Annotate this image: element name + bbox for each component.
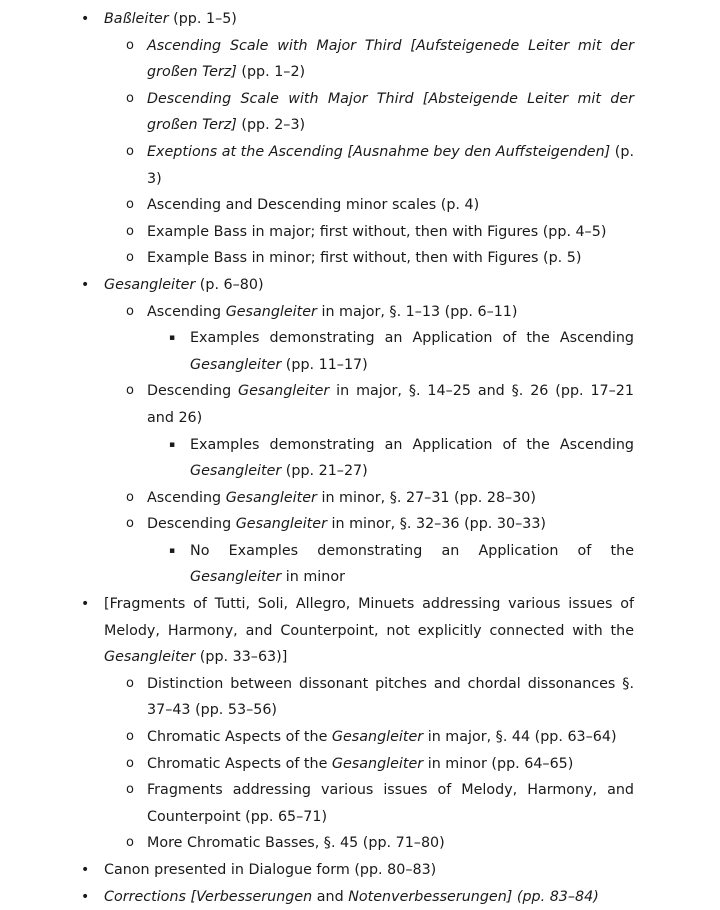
italic-text-segment: Gesangleiter <box>331 729 424 746</box>
bullet-marker: o <box>126 516 134 532</box>
outline-sublist <box>104 299 634 592</box>
text-segment: in major, §. 44 (pp. 63–64) <box>423 729 617 746</box>
outline-item-level-2 <box>104 511 634 591</box>
outline-item-level-2 <box>104 33 634 86</box>
italic-text-segment: Baßleiter <box>104 11 169 27</box>
text-segment: (pp. 21–27) <box>281 463 368 480</box>
text-segment: in major, §. 1–13 (pp. 6–11) <box>316 303 518 320</box>
bullet-marker: o <box>126 197 134 213</box>
text-segment: and <box>312 888 349 905</box>
outline-sublist <box>104 671 634 857</box>
outline-item-text <box>190 538 634 591</box>
outline-item-text <box>147 751 634 778</box>
bullet-marker: o <box>126 755 134 771</box>
italic-text-segment: Gesangleiter <box>190 463 282 480</box>
text-segment: [Fragments of Tutti, Soli, Allegro, Minuets addressing various issues of Melody, Harmony, and Counterpoint, not explicitly connected with the <box>104 596 634 639</box>
outline-item-text <box>104 6 634 33</box>
bullet-marker: • <box>81 862 90 878</box>
outline-list <box>0 6 720 910</box>
outline-item-level-1 <box>0 884 720 910</box>
outline-item-level-2 <box>104 245 634 272</box>
text-segment: Canon presented in Dialogue form (pp. 80–83) <box>104 862 437 878</box>
outline-item-text <box>147 378 634 431</box>
outline-sublist <box>147 538 634 591</box>
outline-item-text <box>104 591 634 671</box>
text-segment: Ascending <box>147 303 226 320</box>
italic-text-segment: Gesangleiter <box>235 516 327 533</box>
bullet-marker: o <box>126 143 134 159</box>
italic-text-segment: Descending Scale with Major Third [Absteigende Leiter mit der großen Terz] <box>147 90 634 134</box>
bullet-marker: o <box>126 250 134 266</box>
bullet-marker: • <box>81 888 90 905</box>
bullet-marker: o <box>126 782 134 798</box>
text-segment: Descending <box>147 516 236 533</box>
bullet-marker: ▪ <box>169 439 176 450</box>
text-segment: (pp. 1–5) <box>168 11 237 27</box>
outline-item-level-2 <box>104 219 634 246</box>
outline-item-text <box>147 671 634 724</box>
bullet-marker: o <box>126 675 134 691</box>
outline-item-text <box>147 33 634 86</box>
outline-item-text <box>147 830 634 857</box>
outline-item-level-3 <box>147 432 634 485</box>
text-segment: Fragments addressing various issues of Melody, Harmony, and Counterpoint (pp. 65–71) <box>147 782 634 825</box>
italic-text-segment: Corrections [Verbesserungen <box>104 888 313 905</box>
italic-text-segment: Gesangleiter <box>190 569 282 586</box>
bullet-marker: o <box>126 729 134 745</box>
outline-item-level-3 <box>147 325 634 378</box>
outline-item-text <box>104 857 634 884</box>
text-segment: in major, §. 14–25 and §. 26 (pp. 17–21 and 26) <box>147 383 634 426</box>
text-segment: in minor (pp. 64–65) <box>423 755 574 772</box>
outline-item-level-2 <box>104 192 634 219</box>
text-segment: Ascending <box>147 489 226 506</box>
text-segment: in minor <box>281 569 345 586</box>
outline-item-level-1 <box>0 591 720 857</box>
outline-item-level-1 <box>0 6 720 272</box>
bullet-marker: o <box>126 90 134 106</box>
text-segment: (pp. 1–2) <box>236 64 306 81</box>
text-segment: Example Bass in major; first without, then with Figures (pp. 4–5) <box>147 223 607 240</box>
text-segment: Ascending and Descending minor scales (p. 4) <box>147 197 480 214</box>
outline-item-level-2 <box>104 751 634 778</box>
outline-item-text <box>147 777 634 830</box>
text-segment: More Chromatic Basses, §. 45 (pp. 71–80) <box>147 835 445 852</box>
outline-item-level-2 <box>104 724 634 751</box>
italic-text-segment: Ascending Scale with Major Third [Aufsteigenede Leiter mit der großen Terz] <box>147 37 634 81</box>
outline-item-level-1 <box>0 272 720 591</box>
text-segment: Chromatic Aspects of the <box>147 755 332 772</box>
text-segment: Examples demonstrating an Application of the Ascending <box>190 330 634 347</box>
bullet-marker: o <box>126 303 134 319</box>
text-segment: (p. 6–80) <box>195 276 264 293</box>
bullet-marker: o <box>126 489 134 505</box>
outline-item-level-1 <box>0 857 720 884</box>
text-segment: No Examples demonstrating an Application of the <box>190 542 634 559</box>
text-segment: in minor, §. 32–36 (pp. 30–33) <box>326 516 546 533</box>
outline-sublist <box>147 432 634 485</box>
outline-item-level-2 <box>104 378 634 484</box>
outline-item-level-2 <box>104 485 634 512</box>
italic-text-segment: Gesangleiter <box>331 755 424 772</box>
italic-text-segment: Gesangleiter <box>104 649 196 666</box>
outline-item-text <box>147 485 634 512</box>
bullet-marker: • <box>81 11 90 27</box>
outline-item-level-2 <box>104 86 634 139</box>
outline-item-level-2 <box>104 777 634 830</box>
bullet-marker: o <box>126 223 134 239</box>
outline-sublist <box>104 33 634 272</box>
text-segment: (pp. 33–63)] <box>195 649 288 666</box>
italic-text-segment: Gesangleiter <box>225 489 317 506</box>
italic-text-segment: Gesangleiter <box>238 383 330 400</box>
outline-item-text <box>147 192 634 219</box>
outline-item-level-3 <box>147 538 634 591</box>
text-segment: (pp. 11–17) <box>281 356 368 373</box>
text-segment: Descending <box>147 383 239 400</box>
outline-item-text <box>190 325 634 378</box>
text-segment: Examples demonstrating an Application of the Ascending <box>190 436 634 453</box>
bullet-marker: ▪ <box>169 333 176 344</box>
bullet-marker: • <box>81 596 90 613</box>
document-outline <box>0 6 720 910</box>
outline-item-level-2 <box>104 299 634 379</box>
bullet-marker: • <box>81 276 90 293</box>
bullet-marker: o <box>126 383 134 399</box>
italic-text-segment: Gesangleiter <box>225 303 317 320</box>
italic-text-segment: Gesangleiter <box>104 276 196 293</box>
outline-item-text <box>147 219 634 246</box>
outline-item-text <box>147 245 634 272</box>
outline-item-text <box>147 86 634 139</box>
outline-item-level-2 <box>104 671 634 724</box>
text-segment: Example Bass in minor; first without, then with Figures (p. 5) <box>147 250 582 267</box>
italic-text-segment: Gesangleiter <box>190 356 282 373</box>
outline-item-text <box>104 272 634 299</box>
outline-item-text <box>147 139 634 192</box>
italic-text-segment: Exeptions at the Ascending [Ausnahme bey den Auffsteigenden] <box>147 143 611 160</box>
outline-item-text <box>147 724 634 751</box>
outline-item-level-2 <box>104 139 634 192</box>
italic-text-segment: Notenverbesserungen] <box>348 888 513 905</box>
outline-item-text <box>104 884 634 910</box>
bullet-marker: o <box>126 835 134 851</box>
outline-item-level-2 <box>104 830 634 857</box>
outline-sublist <box>147 325 634 378</box>
outline-item-text <box>147 511 634 538</box>
italic-text-segment: (pp. 83–84) <box>512 888 599 905</box>
text-segment: (pp. 2–3) <box>236 117 306 134</box>
outline-item-text <box>147 299 634 326</box>
text-segment: Chromatic Aspects of the <box>147 729 332 746</box>
text-segment: in minor, §. 27–31 (pp. 28–30) <box>316 489 536 506</box>
bullet-marker: ▪ <box>169 545 176 556</box>
outline-item-text <box>190 432 634 485</box>
bullet-marker: o <box>126 37 134 53</box>
text-segment: Distinction between dissonant pitches and chordal dissonances §. 37–43 (pp. 53–56) <box>147 675 634 719</box>
text-segment: (p. 3) <box>147 143 634 187</box>
